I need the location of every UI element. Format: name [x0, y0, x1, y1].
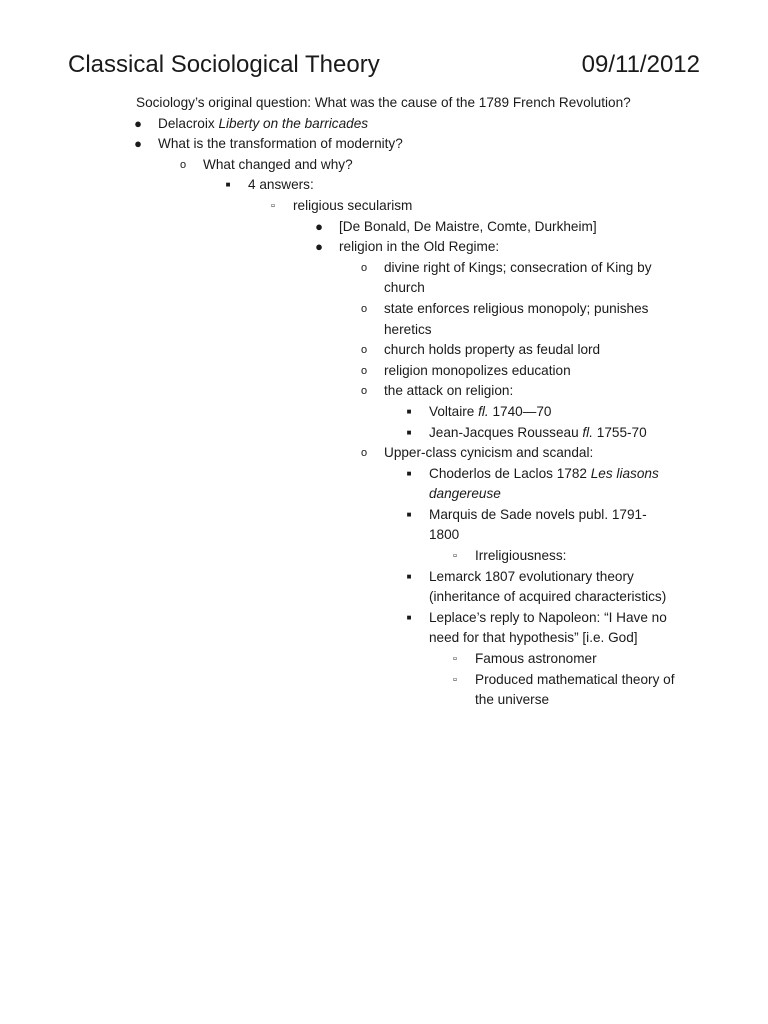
list-item — [0, 464, 768, 505]
bullet-square-icon: ■ — [406, 509, 412, 519]
list-item — [0, 155, 768, 176]
list-item-text: Leplace’s reply to Napoleon: “I Have no need for that hypothesis” [i.e. God] — [429, 609, 667, 646]
list-item — [0, 134, 768, 155]
list-item-text: Upper-class cynicism and scandal: — [384, 445, 594, 461]
list-item — [0, 237, 768, 258]
bullet-square-icon: ■ — [225, 180, 231, 190]
list-item — [0, 258, 768, 299]
list-item — [0, 608, 768, 649]
list-item — [0, 670, 768, 711]
list-item-text: Produced mathematical theory of the universe — [475, 671, 675, 708]
bullet-square-icon: ■ — [406, 571, 412, 581]
bullet-dot-icon: ● — [315, 239, 323, 255]
list-item — [0, 423, 768, 444]
bullet-circle-icon: o — [360, 385, 368, 398]
list-item — [0, 567, 768, 608]
list-item — [0, 361, 768, 382]
list-item-text: Jean-Jacques Rousseau fl. 1755-70 — [429, 424, 647, 440]
list-item-text: What is the transformation of modernity? — [158, 136, 403, 152]
bullet-dot-icon: ● — [315, 218, 323, 234]
list-item — [0, 175, 768, 196]
list-item — [0, 381, 768, 402]
bullet-circle-icon: o — [360, 261, 368, 274]
bullet-circle-icon: o — [360, 302, 368, 315]
bullet-hollow-square-icon: ▫ — [453, 653, 457, 666]
bullet-square-icon: ■ — [406, 427, 412, 437]
list-item — [0, 196, 768, 217]
document-header — [68, 50, 700, 80]
list-item — [0, 505, 768, 546]
list-item-text: Voltaire fl. 1740—70 — [429, 403, 552, 419]
bullet-circle-icon: o — [360, 344, 368, 357]
bullet-hollow-square-icon: ▫ — [453, 550, 457, 563]
document-title: Classical Sociological Theory — [68, 51, 380, 78]
list-item-text: Lemarck 1807 evolutionary theory (inheritance of acquired characteristics) — [429, 568, 667, 605]
list-item — [0, 114, 768, 135]
list-item-text: religious secularism — [293, 197, 413, 213]
bullet-square-icon: ■ — [406, 468, 412, 478]
list-item — [0, 402, 768, 423]
list-item-text: the attack on religion: — [384, 383, 514, 399]
outline-notes — [0, 93, 768, 711]
bullet-hollow-square-icon: ▫ — [271, 199, 275, 212]
list-item-text: religion monopolizes education — [384, 362, 571, 378]
list-item — [0, 443, 768, 464]
document-date: 09/11/2012 — [581, 51, 700, 78]
list-item — [0, 546, 768, 567]
list-item — [0, 649, 768, 670]
bullet-square-icon: ■ — [406, 406, 412, 416]
list-item — [0, 340, 768, 361]
list-item — [0, 299, 768, 340]
bullet-circle-icon: o — [360, 447, 368, 460]
bullet-hollow-square-icon: ▫ — [453, 673, 457, 686]
bullet-dot-icon: ● — [134, 115, 142, 131]
list-item-text: Marquis de Sade novels publ. 1791-1800 — [429, 506, 647, 543]
bullet-circle-icon: o — [360, 364, 368, 377]
bullet-square-icon: ■ — [406, 612, 412, 622]
list-item-text: divine right of Kings; consecration of King by church — [384, 259, 652, 296]
list-item-text: 4 answers: — [248, 177, 314, 193]
list-item-text: religion in the Old Regime: — [339, 239, 500, 255]
list-item — [0, 217, 768, 238]
bullet-dot-icon: ● — [134, 136, 142, 152]
intro-text: Sociology’s original question: What was the cause of the 1789 French Revolution? — [136, 95, 631, 110]
bullet-circle-icon: o — [179, 158, 187, 171]
list-item-text: state enforces religious monopoly; punishes heretics — [384, 300, 649, 337]
list-item-text: What changed and why? — [203, 156, 353, 172]
list-item-text: church holds property as feudal lord — [384, 342, 601, 358]
list-item-text: Choderlos de Laclos 1782 Les liasons dangereuse — [429, 465, 659, 502]
list-item-text: Irreligiousness: — [475, 548, 567, 564]
intro-line — [0, 93, 768, 114]
list-item-text: Famous astronomer — [475, 651, 597, 667]
list-item-text: Delacroix Liberty on the barricades — [158, 115, 369, 131]
list-item-text: [De Bonald, De Maistre, Comte, Durkheim] — [339, 218, 597, 234]
